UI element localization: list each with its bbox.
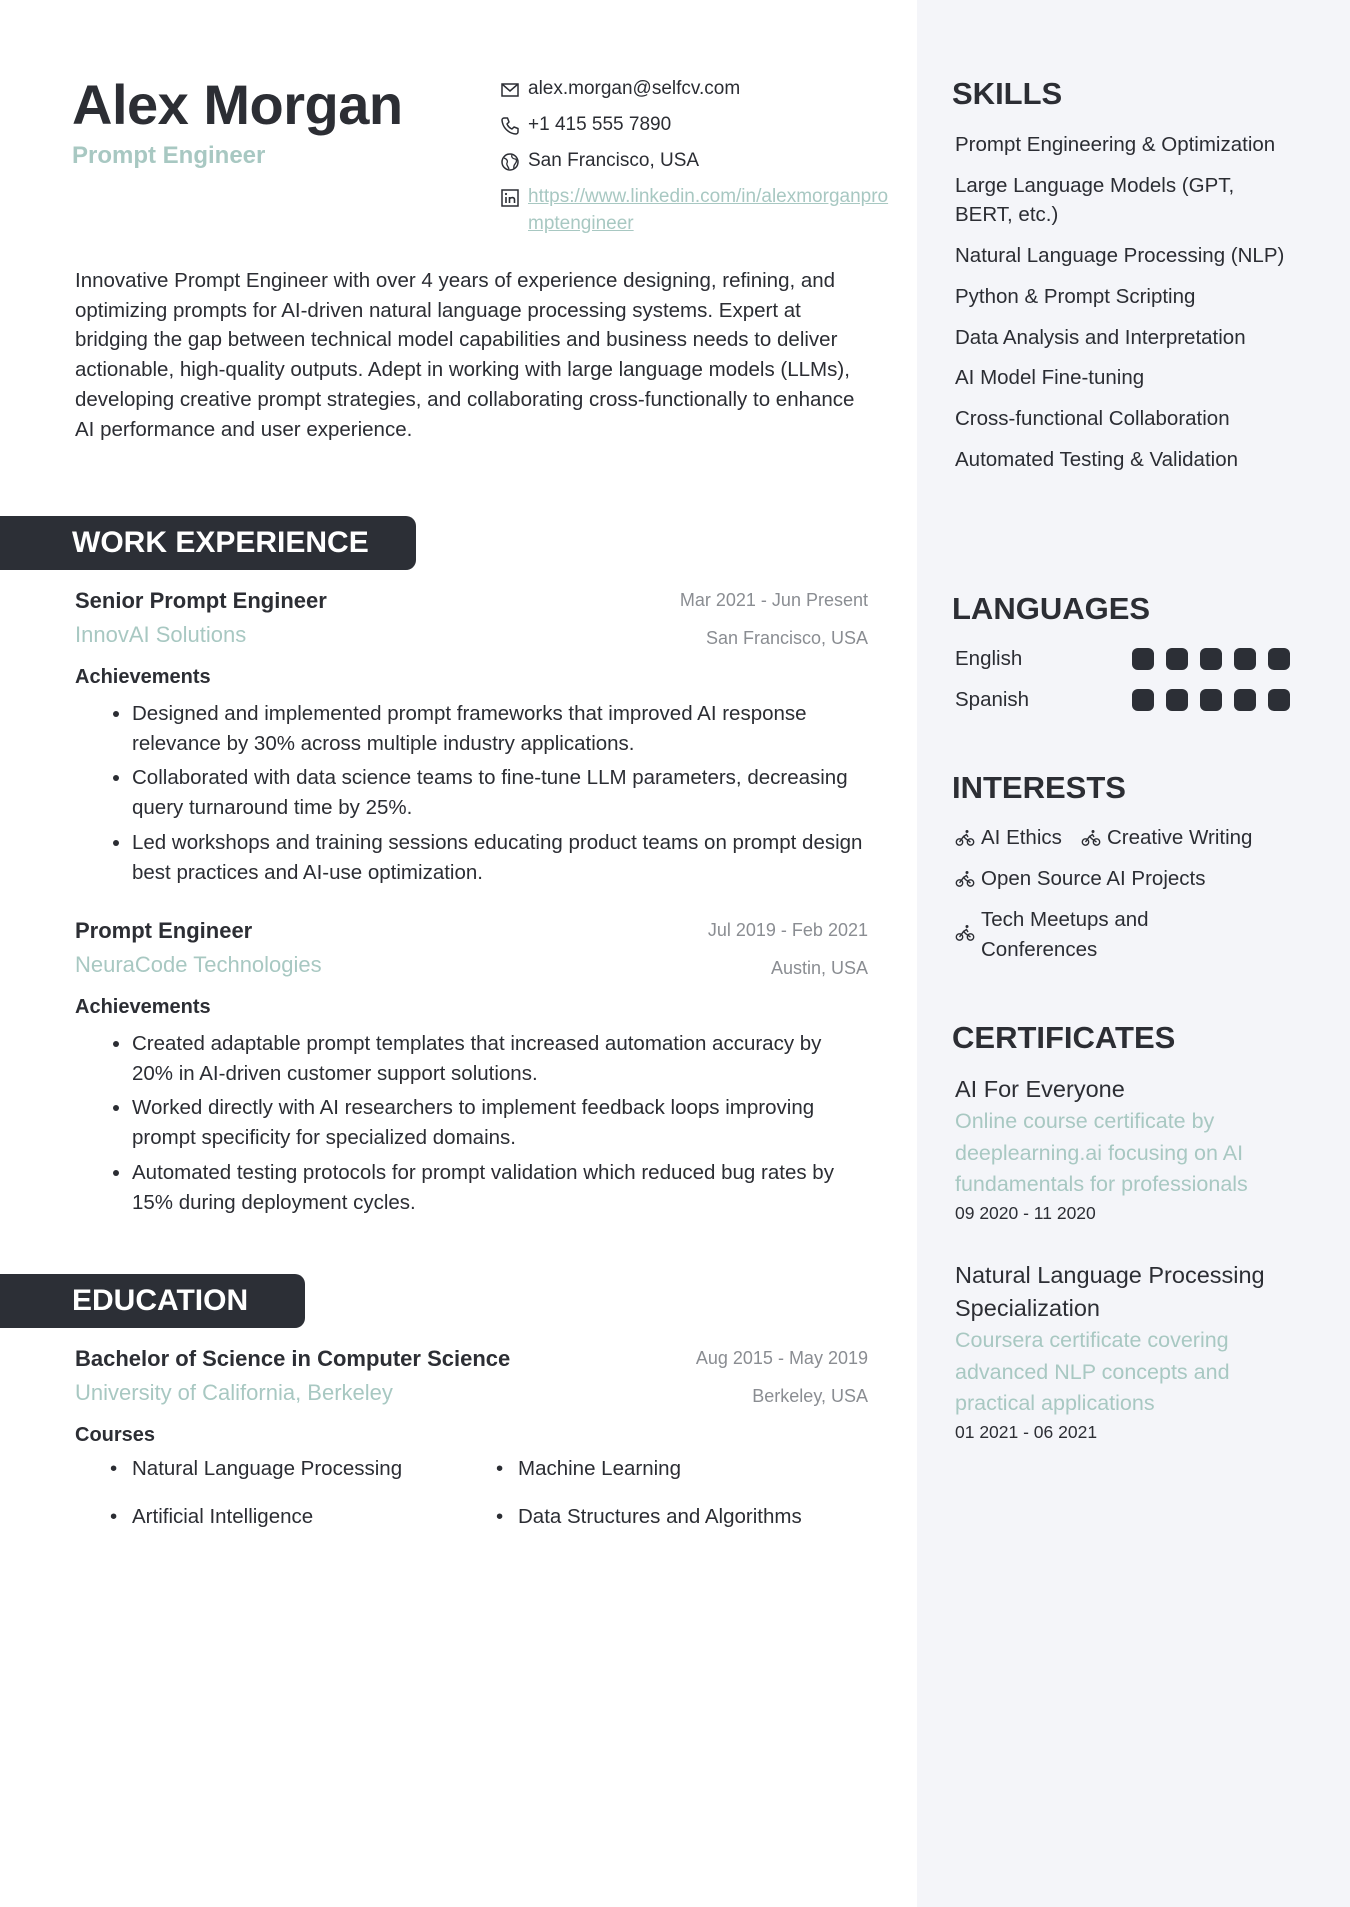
email-text[interactable]: alex.morgan@selfcv.com (528, 78, 741, 99)
list-item: • Created adaptable prompt templates that increased automation accuracy by 20% in AI-driven customer support solutions. (132, 1029, 868, 1088)
interest-item (955, 905, 1215, 964)
list-item: • Data Structures and Algorithms (518, 1505, 904, 1529)
list-item: • Natural Language Processing (132, 1457, 518, 1481)
list-item: • Led workshops and training sessions educating product teams on prompt design best practices and AI-use optimization. (132, 828, 868, 887)
achievements-label: Achievements (75, 996, 211, 1018)
education-heading: EDUCATION (0, 1274, 305, 1328)
contact-location (500, 150, 900, 186)
list-item: • Worked directly with AI researchers to implement feedback loops improving prompt specificity for specialized domains. (132, 1093, 868, 1152)
certificate-entry-1 (955, 1073, 1295, 1224)
job-location: San Francisco, USA (705, 628, 868, 648)
contact-linkedin (500, 186, 900, 237)
achievements-list (75, 699, 868, 887)
list-item: Python & Prompt Scripting (955, 284, 1196, 308)
list-item: Data Analysis and Interpretation (955, 325, 1246, 349)
list-item: • Designed and implemented prompt frameworks that improved AI response relevance by 30% across multiple industry applications. (132, 699, 868, 758)
certificate-description: Online course certificate by deeplearning.ai focusing on AI fundamentals for professionals (955, 1109, 1248, 1196)
profile-summary: Innovative Prompt Engineer with over 4 years of experience designing, refining, and optimizing prompts for AI-driven natural language processing systems. Expert at bridging the gap between technical model capabilities and business needs to deliver actionable, high-quality outputs. Adept in working with large language models (LLMs), developing creative prompt strategies, and collaborating cross-functionally to enhance AI performance and user experience. (75, 269, 855, 441)
contact-email (500, 78, 900, 114)
job-role: Prompt Engineer (75, 918, 253, 943)
level-dot (1200, 689, 1222, 711)
certificates-heading: CERTIFICATES (952, 1020, 1176, 1055)
interest-label: Creative Writing (1107, 826, 1253, 849)
list-item: Natural Language Processing (NLP) (955, 244, 1285, 268)
level-dot (1166, 648, 1188, 670)
courses-label: Courses (75, 1424, 156, 1446)
languages-heading: LANGUAGES (952, 591, 1151, 626)
job-company: InnovAI Solutions (75, 622, 247, 647)
language-level (1132, 689, 1290, 711)
mail-icon (500, 80, 520, 100)
phone-icon (500, 116, 520, 136)
list-item: • Collaborated with data science teams to fine-tune LLM parameters, decreasing query turnaround time by 25%. (132, 763, 868, 822)
interest-item (955, 823, 1062, 853)
level-dot (1200, 648, 1222, 670)
level-dot (1268, 648, 1290, 670)
certificate-title: Natural Language Processing Specialization (955, 1262, 1265, 1321)
contact-phone (500, 114, 900, 150)
level-dot (1234, 689, 1256, 711)
list-item: Large Language Models (GPT, BERT, etc.) (955, 173, 1235, 227)
level-dot (1268, 689, 1290, 711)
skills-heading: SKILLS (952, 76, 1063, 111)
list-item: • Automated testing protocols for prompt validation which reduced bug rates by 15% during deployment cycles. (132, 1158, 868, 1217)
contact-block (500, 78, 900, 237)
language-name: Spanish (955, 688, 1030, 711)
achievements-list (75, 1029, 868, 1217)
language-row (955, 688, 1290, 712)
school-name: University of California, Berkeley (75, 1380, 393, 1405)
globe-icon (500, 152, 520, 172)
skills-list (955, 130, 1295, 485)
interest-label: AI Ethics (981, 826, 1062, 849)
linkedin-link[interactable]: https://www.linkedin.com/in/alexmorganpromptengineer (528, 186, 889, 234)
certificate-date: 01 2021 - 06 2021 (955, 1421, 1098, 1442)
certificate-date: 09 2020 - 11 2020 (955, 1202, 1096, 1223)
cycling-icon (955, 869, 975, 889)
job-entry-1 (75, 588, 868, 892)
list-item: • Artificial Intelligence (132, 1505, 518, 1529)
linkedin-icon (500, 188, 520, 208)
list-item: Automated Testing & Validation (955, 447, 1239, 471)
language-row (955, 647, 1290, 671)
job-location: Austin, USA (770, 958, 868, 978)
education-date: Aug 2015 - May 2019 (695, 1348, 868, 1368)
certificate-entry-2 (955, 1259, 1295, 1443)
job-date: Mar 2021 - Jun Present (679, 590, 868, 610)
location-text: San Francisco, USA (528, 150, 700, 171)
cycling-icon (955, 923, 975, 943)
cycling-icon (1081, 828, 1101, 848)
list-item: Prompt Engineering & Optimization (955, 133, 1276, 156)
interests-heading: INTERESTS (952, 770, 1126, 805)
level-dot (1132, 648, 1154, 670)
list-item: Cross-functional Collaboration (955, 406, 1230, 430)
list-item: • Machine Learning (518, 1457, 904, 1481)
interest-label: Tech Meetups and Conferences (981, 908, 1149, 961)
work-experience-heading: WORK EXPERIENCE (0, 516, 416, 570)
job-date: Jul 2019 - Feb 2021 (707, 920, 868, 940)
job-entry-2 (75, 918, 868, 1222)
achievements-label: Achievements (75, 666, 211, 688)
level-dot (1166, 689, 1188, 711)
education-location: Berkeley, USA (752, 1386, 868, 1406)
certificate-description: Coursera certificate covering advanced NLP concepts and practical applications (955, 1328, 1230, 1415)
job-role: Senior Prompt Engineer (75, 588, 327, 613)
interest-label: Open Source AI Projects (981, 867, 1206, 890)
list-item: AI Model Fine-tuning (955, 366, 1145, 390)
level-dot (1234, 648, 1256, 670)
level-dot (1132, 689, 1154, 711)
language-level (1132, 648, 1290, 670)
candidate-title: Prompt Engineer (72, 142, 266, 169)
education-entry (75, 1346, 868, 1529)
phone-text[interactable]: +1 415 555 7890 (528, 114, 672, 135)
language-name: English (955, 647, 1023, 670)
degree-name: Bachelor of Science in Computer Science (75, 1346, 511, 1371)
cycling-icon (955, 828, 975, 848)
certificate-title: AI For Everyone (955, 1076, 1125, 1102)
interest-item (1081, 823, 1252, 853)
courses-list (75, 1457, 868, 1529)
candidate-name: Alex Morgan (72, 73, 403, 136)
job-company: NeuraCode Technologies (75, 952, 322, 977)
interest-item (955, 864, 1205, 894)
